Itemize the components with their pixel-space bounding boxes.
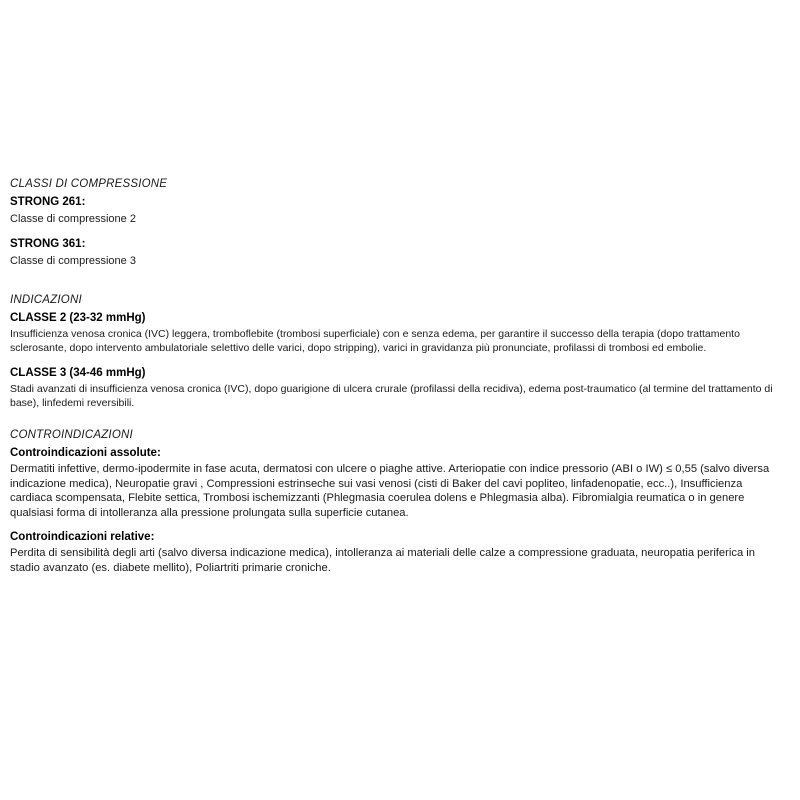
section-heading-classi-di-compressione: CLASSI DI COMPRESSIONE xyxy=(10,178,168,190)
subheading-controindicazioni-assolute: Controindicazioni assolute: xyxy=(10,446,161,459)
subheading-strong-261: STRONG 261: xyxy=(10,196,86,208)
subheading-strong-361: STRONG 361: xyxy=(10,238,86,251)
text-classe-3: Stadi avanzati di insufficienza venosa cronica (IVC), dopo guarigione di ulcera crurale (profilassi della recidiva), edema post-traumatico (al termine del trattamento di base), linfedemi reversibili. xyxy=(10,383,773,410)
section-spacer xyxy=(10,280,782,294)
subheading-controindicazioni-relative: Controindicazioni relative: xyxy=(10,530,155,543)
subheading-classe-2: CLASSE 2 (23-32 mmHg) xyxy=(10,312,146,325)
text-classe-2: Insufficienza venosa cronica (IVC) leggera, tromboflebite (trombosi superficiale) con e senza edema, per garantire il successo della terapia (dopo trattamento sclerosante, dopo intervento ambulatoriale selettivo delle varici, dopo stripping), varici in gravidanza più pronunciate, profilassi di trombosi ed embolie. xyxy=(10,328,740,354)
text-strong-261: Classe di compressione 2 xyxy=(10,213,136,225)
section-classi-di-compressione xyxy=(10,178,782,268)
section-indicazioni xyxy=(10,294,782,411)
section-heading-controindicazioni: CONTROINDICAZIONI xyxy=(10,428,133,441)
section-heading-indicazioni: INDICAZIONI xyxy=(10,294,82,307)
text-controindicazioni-relative: Perdita di sensibilità degli arti (salvo diversa indicazione medica), intolleranza ai materiali delle calze a compressione graduata, neuropatia periferica in stadio avanzato (es. diabete mellito), Poliartriti primarie croniche. xyxy=(10,546,755,574)
subheading-classe-3: CLASSE 3 (34-46 mmHg) xyxy=(10,367,146,380)
section-controindicazioni xyxy=(10,429,782,576)
text-strong-361: Classe di compressione 3 xyxy=(10,255,136,268)
text-controindicazioni-assolute: Dermatiti infettive, dermo-ipodermite in fase acuta, dermatosi con ulcere o piaghe attive. Arteriopatie con indice pressorio (ABI o IW) ≤ 0,55 (salvo diversa indicazione medica), Neuropatie gravi , Compressioni estrinseche sui vasi venosi (cisti di Baker del cavi popliteo, linfadenopatie, ecc..), Insufficienza cardiaca scompensata, Flebite settica, Trombosi ischemizzanti (Phlegmasia coerulea dolens e Phlegmasia alba). Fibromialgia reumatica o in genere qualsiasi forma di intolleranza alla pressione prolungata sulla superficie cutanea. xyxy=(10,462,770,520)
